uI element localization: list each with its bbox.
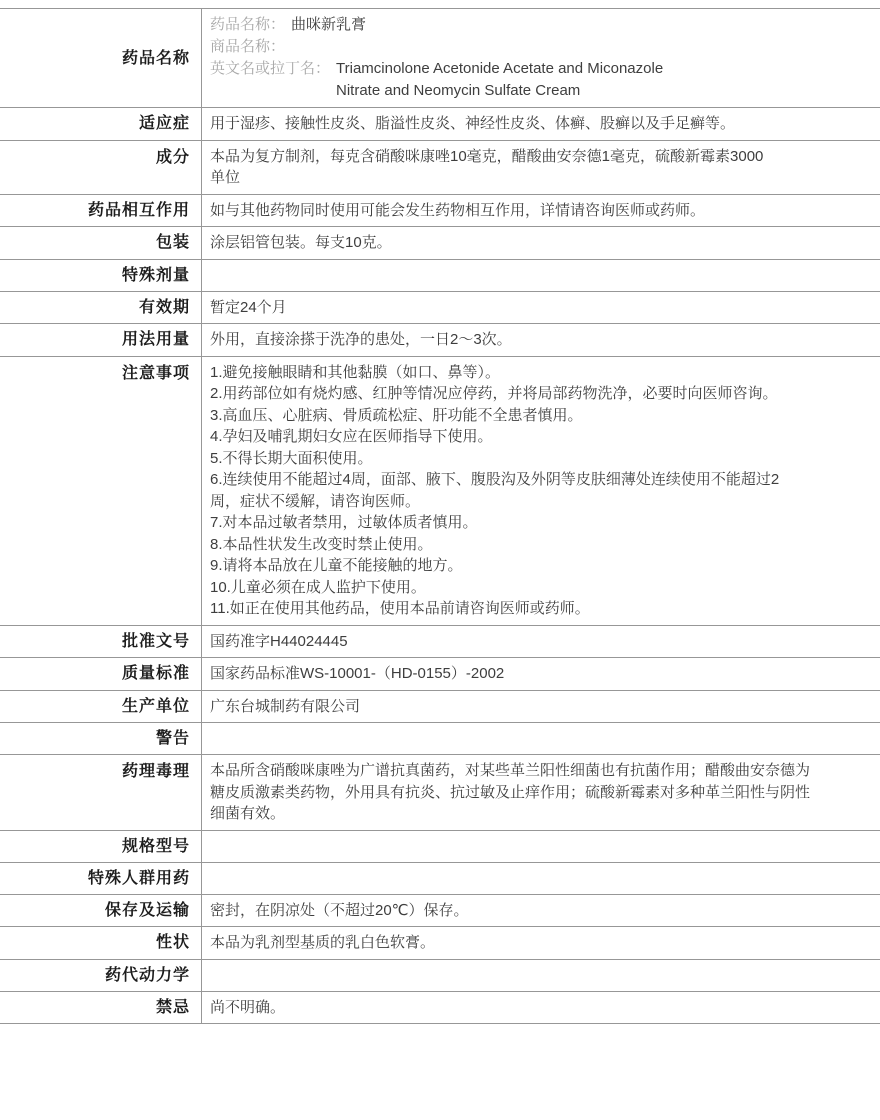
row-precautions-line: 6.连续使用不能超过4周，面部、腋下、腹股沟及外阴等皮肤细薄处连续使用不能超过2 <box>210 471 780 488</box>
row-spec-model-label: 规格型号 <box>0 830 202 862</box>
field-generic-name <box>210 14 870 36</box>
row-pharmacology-toxicology-value <box>202 755 880 831</box>
row-warning-value <box>202 723 880 755</box>
row-shelf-life-value: 暂定24个月 <box>210 298 287 316</box>
row-pharmacology-toxicology-line: 细菌有效。 <box>210 805 286 822</box>
row-ingredients-label: 成分 <box>0 140 202 194</box>
row-pharmacology-toxicology-line: 糖皮质激素类药物，外用具有抗炎、抗过敏及止痒作用；硫酸新霉素对多种革兰阳性与阴性 <box>210 783 811 801</box>
table-row-usage-dosage <box>0 324 880 357</box>
row-manufacturer-value: 广东台城制药有限公司 <box>210 697 361 715</box>
row-contraindications-label: 禁忌 <box>0 991 202 1024</box>
table-row-pharmacology-toxicology <box>0 755 880 831</box>
table-row-drug-interactions <box>0 194 880 227</box>
row-special-dosage-value <box>202 259 880 291</box>
row-precautions-line: 7.对本品过敏者禁用，过敏体质者慎用。 <box>210 514 478 531</box>
row-ingredients-value <box>202 140 880 194</box>
table-row-spec-model <box>0 830 880 862</box>
field-generic-name-value: 曲咪新乳膏 <box>291 16 367 33</box>
row-contraindications-value: 尚不明确。 <box>210 998 286 1016</box>
row-ingredients-line: 本品为复方制剂，每克含硝酸咪康唑10毫克，醋酸曲安奈德1毫克，硫酸新霉素3000 <box>210 147 764 165</box>
row-pharmacology-toxicology-line: 本品所含硝酸咪康唑为广谱抗真菌药，对某些革兰阳性细菌也有抗菌作用；醋酸曲安奈德为 <box>210 762 811 779</box>
row-precautions-line: 3.高血压、心脏病、骨质疏松症、肝功能不全患者慎用。 <box>210 406 583 424</box>
table-row-contraindications <box>0 991 880 1024</box>
table-row-properties <box>0 927 880 960</box>
row-properties-label: 性状 <box>0 927 202 960</box>
row-precautions-line: 9.请将本品放在儿童不能接触的地方。 <box>210 557 463 574</box>
drug-info-table-body <box>0 9 880 1024</box>
row-special-population-label: 特殊人群用药 <box>0 862 202 894</box>
row-precautions-line: 周，症状不缓解，请咨询医师。 <box>210 492 421 510</box>
row-pharmacokinetics-value <box>202 959 880 991</box>
table-row-ingredients <box>0 140 880 194</box>
table-row-manufacturer <box>0 690 880 723</box>
row-storage-transport-label: 保存及运输 <box>0 894 202 927</box>
row-special-population-value <box>202 862 880 894</box>
row-precautions-line: 1.避免接触眼睛和其他黏膜（如口、鼻等）。 <box>210 363 501 381</box>
field-english-name-label: 英文名或拉丁名： <box>210 60 331 77</box>
table-row-shelf-life <box>0 291 880 324</box>
row-pharmacokinetics-label: 药代动力学 <box>0 959 202 991</box>
table-row-indications <box>0 108 880 141</box>
row-precautions-line: 4.孕妇及哺乳期妇女应在医师指导下使用。 <box>210 428 493 445</box>
table-row-pharmacokinetics <box>0 959 880 991</box>
row-approval-number-label: 批准文号 <box>0 625 202 658</box>
row-usage-dosage-label: 用法用量 <box>0 324 202 357</box>
row-packaging-value: 涂层铝管包装。每支10克。 <box>210 234 392 251</box>
row-quality-standard-label: 质量标准 <box>0 658 202 691</box>
row-ingredients-line: 单位 <box>210 169 241 186</box>
field-generic-name-label: 药品名称： <box>210 16 286 33</box>
row-packaging-label: 包装 <box>0 227 202 260</box>
table-row-packaging <box>0 227 880 260</box>
row-precautions-line: 10.儿童必须在成人监护下使用。 <box>210 578 426 596</box>
row-warning-label: 警告 <box>0 723 202 755</box>
table-row-quality-standard <box>0 658 880 691</box>
row-drug-interactions-value: 如与其他药物同时使用可能会发生药物相互作用，详情请咨询医师或药师。 <box>210 201 706 219</box>
row-special-dosage-label: 特殊剂量 <box>0 259 202 291</box>
table-row-special-population <box>0 862 880 894</box>
field-english-name-line: Triamcinolone Acetonide Acetate and Miconazole <box>336 60 664 77</box>
row-manufacturer-label: 生产单位 <box>0 690 202 723</box>
row-shelf-life-label: 有效期 <box>0 291 202 324</box>
row-properties-value: 本品为乳剂型基质的乳白色软膏。 <box>210 934 436 951</box>
table-row-precautions <box>0 356 880 625</box>
table-row-approval-number <box>0 625 880 658</box>
row-drug-interactions-label: 药品相互作用 <box>0 194 202 227</box>
table-row-storage-transport <box>0 894 880 927</box>
row-precautions-label: 注意事项 <box>0 356 202 625</box>
table-row-drug-name <box>0 9 880 108</box>
field-english-name-line: Nitrate and Neomycin Sulfate Cream <box>336 82 581 99</box>
row-pharmacology-toxicology-label: 药理毒理 <box>0 755 202 831</box>
row-usage-dosage-value: 外用，直接涂搽于洗净的患处，一日2～3次。 <box>210 331 512 348</box>
table-row-special-dosage <box>0 259 880 291</box>
row-indications-label: 适应症 <box>0 108 202 141</box>
row-drug-name-value <box>202 9 880 108</box>
row-storage-transport-value: 密封，在阴凉处（不超过20℃）保存。 <box>210 901 469 919</box>
row-precautions-line: 11.如正在使用其他药品，使用本品前请咨询医师或药师。 <box>210 600 590 617</box>
row-indications-value: 用于湿疹、接触性皮炎、脂溢性皮炎、神经性皮炎、体癣、股癣以及手足癣等。 <box>210 115 736 132</box>
row-precautions-line: 2.用药部位如有烧灼感、红肿等情况应停药，并将局部药物洗净，必要时向医师咨询。 <box>210 385 778 402</box>
row-drug-name-label: 药品名称 <box>0 9 202 108</box>
field-english-name-lines <box>336 58 663 102</box>
row-precautions-value <box>202 356 880 625</box>
field-trade-name-label: 商品名称： <box>210 38 286 55</box>
row-precautions-line: 8.本品性状发生改变时禁止使用。 <box>210 535 433 553</box>
row-approval-number-value: 国药准字H44024445 <box>210 632 348 650</box>
field-trade-name <box>210 36 870 58</box>
field-english-name <box>210 58 870 102</box>
table-row-warning <box>0 723 880 755</box>
row-precautions-line: 5.不得长期大面积使用。 <box>210 449 373 467</box>
drug-info-table <box>0 8 880 1024</box>
row-spec-model-value <box>202 830 880 862</box>
row-quality-standard-value: 国家药品标准WS-10001-（HD-0155）-2002 <box>210 665 505 682</box>
